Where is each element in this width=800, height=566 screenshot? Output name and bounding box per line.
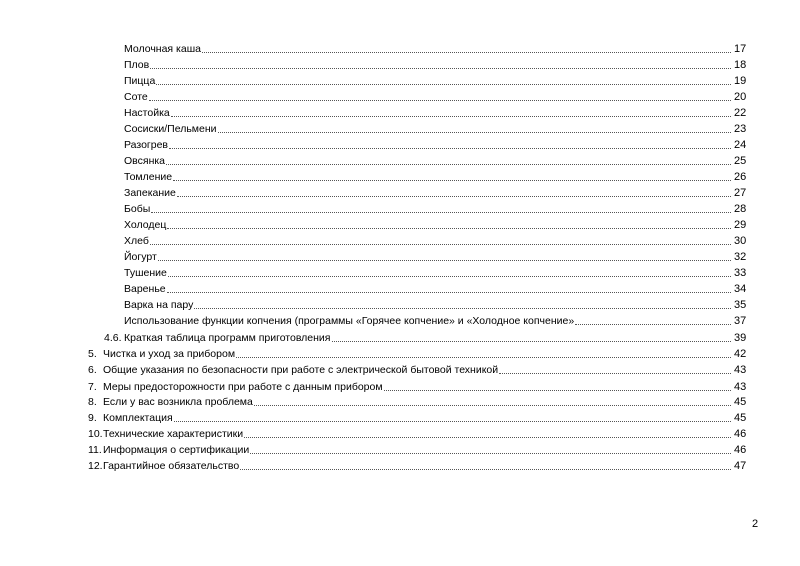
toc-entry[interactable] [124, 216, 756, 232]
toc-entry-page: 43 [734, 364, 747, 376]
toc-entry[interactable] [124, 88, 756, 104]
toc-entry[interactable] [124, 296, 756, 312]
toc-entry-page: 28 [734, 203, 747, 215]
dot-leader [174, 420, 731, 422]
toc-entry-number: 12. [88, 460, 103, 472]
toc-entry[interactable] [124, 56, 756, 72]
toc-entry-page: 45 [734, 412, 747, 424]
dot-leader [149, 99, 731, 101]
toc-entry-page: 20 [734, 91, 747, 103]
toc-entry-page: 24 [734, 139, 747, 151]
toc-entry-page: 30 [734, 235, 747, 247]
toc-entry[interactable] [88, 393, 756, 409]
toc-entry-title: Сосиски/Пельмени [124, 123, 217, 135]
toc-entry[interactable] [88, 425, 756, 441]
toc-entry-page: 19 [734, 75, 747, 87]
toc-entry[interactable] [104, 329, 756, 345]
toc-entry-title: Краткая таблица программ приготовления [124, 332, 331, 344]
dot-leader [151, 211, 731, 213]
toc-entry-title: Разогрев [124, 139, 168, 151]
toc-entry-number: 6. [88, 364, 97, 376]
toc-entry-title: Если у вас возникла проблема [103, 396, 253, 408]
toc-entry-page: 45 [734, 396, 747, 408]
toc-entry-title: Хлеб [124, 235, 149, 247]
toc-entry-number: 11. [88, 444, 102, 456]
toc-entry-title: Пицца [124, 75, 156, 87]
toc-entry[interactable] [124, 120, 756, 136]
toc-entry[interactable] [124, 168, 756, 184]
toc-entry-page: 17 [734, 43, 747, 55]
toc-entry[interactable] [124, 184, 756, 200]
toc-entry-title: Варенье [124, 283, 166, 295]
toc-entry-title: Плов [124, 59, 150, 71]
toc-entry-title: Йогурт [124, 251, 157, 263]
toc-entry[interactable] [124, 72, 756, 88]
dot-leader [173, 179, 731, 181]
dot-leader [166, 163, 731, 165]
toc-entry-number: 7. [88, 381, 97, 393]
dot-leader [156, 83, 731, 85]
toc-entry-page: 27 [734, 187, 747, 199]
dot-leader [167, 291, 731, 293]
dot-leader [168, 275, 731, 277]
dot-leader [169, 147, 731, 149]
toc-entry-title: Бобы [124, 203, 151, 215]
dot-leader [194, 307, 731, 309]
dot-leader [150, 243, 731, 245]
toc-entry-page: 29 [734, 219, 747, 231]
toc-entry-page: 46 [734, 444, 747, 456]
toc-entry-title: Холодец [124, 219, 167, 231]
toc-entry-title: Информация о сертификации [103, 444, 250, 456]
toc-entry[interactable] [124, 152, 756, 168]
dot-leader [244, 436, 731, 438]
toc-entry-number: 4.6. [104, 332, 122, 344]
dot-leader [158, 259, 731, 261]
toc-entry[interactable] [88, 361, 756, 377]
toc-entry-page: 42 [734, 348, 747, 360]
toc-entry-title: Соте [124, 91, 148, 103]
toc-entry-page: 35 [734, 299, 747, 311]
dot-leader [250, 452, 731, 454]
toc-entry-title: Овсянка [124, 155, 166, 167]
toc-entry[interactable] [88, 441, 756, 457]
toc-entry-title: Меры предосторожности при работе с данным прибором [103, 381, 383, 393]
toc-entry-page: 37 [734, 315, 747, 327]
toc-entry-number: 9. [88, 412, 97, 424]
toc-entry-title: Молочная каша [124, 43, 201, 55]
toc-entry-page: 33 [734, 267, 747, 279]
dot-leader [240, 468, 731, 470]
toc-entry-title: Настойка [124, 107, 170, 119]
toc-entry[interactable] [88, 409, 756, 425]
toc-entry-title: Чистка и уход за прибором [103, 348, 236, 360]
dot-leader [236, 356, 731, 358]
toc-entry-title: Варка на пару [124, 299, 194, 311]
toc-entry-page: 47 [734, 460, 747, 472]
toc-entry-title: Тушение [124, 267, 167, 279]
toc-entry-page: 39 [734, 332, 747, 344]
toc-entry-number: 5. [88, 348, 97, 360]
dot-leader [171, 115, 731, 117]
toc-entry[interactable] [88, 345, 756, 361]
toc-entry-page: 43 [734, 381, 747, 393]
toc-entry[interactable] [88, 378, 756, 394]
toc-entry-title: Запекание [124, 187, 176, 199]
toc-entry[interactable] [124, 232, 756, 248]
dot-leader [218, 131, 731, 133]
toc-entry-page: 23 [734, 123, 747, 135]
toc-entry[interactable] [124, 136, 756, 152]
toc-entry-title: Гарантийное обязательство [103, 460, 240, 472]
toc-entry-title: Использование функции копчения (программы «Горячее копчение» и «Холодное копчение» [124, 315, 575, 327]
toc-entry-title: Комплектация [103, 412, 173, 424]
toc-entry-title: Общие указания по безопасности при работе с электрической бытовой техникой [103, 364, 499, 376]
toc-entry[interactable] [124, 280, 756, 296]
toc-entry[interactable] [124, 200, 756, 216]
toc-entry[interactable] [124, 264, 756, 280]
toc-entry[interactable] [88, 457, 756, 473]
dot-leader [332, 340, 732, 342]
dot-leader [177, 195, 731, 197]
toc-entry-page: 34 [734, 283, 747, 295]
toc-entry[interactable] [124, 312, 756, 328]
dot-leader [499, 372, 731, 374]
dot-leader [167, 227, 731, 229]
dot-leader [575, 323, 731, 325]
toc-entry-number: 8. [88, 396, 97, 408]
toc-entry-page: 46 [734, 428, 747, 440]
toc-entry-page: 22 [734, 107, 747, 119]
toc-entry-page: 25 [734, 155, 747, 167]
dot-leader [202, 51, 731, 53]
toc-entry[interactable] [124, 104, 756, 120]
page-number: 2 [752, 518, 759, 530]
toc-entry-number: 10. [88, 428, 103, 440]
toc-entry-title: Технические характеристики [103, 428, 244, 440]
dot-leader [150, 67, 731, 69]
toc-entry-page: 26 [734, 171, 747, 183]
dot-leader [384, 389, 731, 391]
toc-entry-title: Томление [124, 171, 173, 183]
dot-leader [254, 404, 731, 406]
toc-entry[interactable] [124, 248, 756, 264]
toc-entry[interactable] [124, 40, 756, 56]
toc-entry-page: 32 [734, 251, 747, 263]
toc-entry-page: 18 [734, 59, 747, 71]
